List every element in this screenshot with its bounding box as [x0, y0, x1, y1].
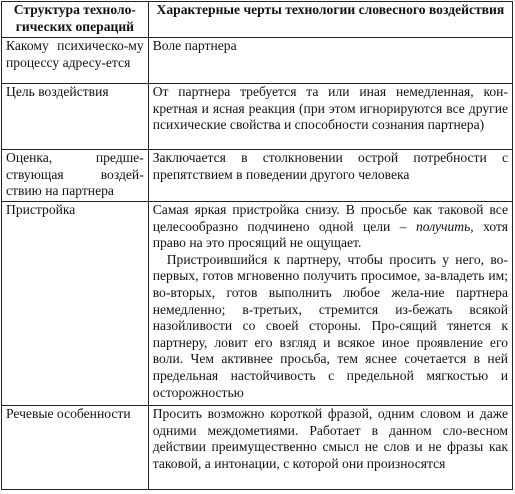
table-row — [2, 406, 513, 490]
characteristics-table — [1, 1, 513, 490]
attunement-emphasis: получить — [415, 218, 471, 234]
header-technology-features: Характерные черты технологии словесного воздействия — [148, 2, 512, 38]
table-row — [2, 38, 513, 84]
table-row — [2, 84, 513, 150]
attunement-text-part: Самая яркая пристройка снизу. В просьбе как таковой все целесообразно подчинено одной цели – — [152, 202, 508, 234]
row-text-speech-features: Просить возможно короткой фразой, одним словом и даже одними междометиями. Работает в данном сло-весном действии преимущественно смысл не слов и не фразы как таковой, а интонации, с которой они произносятся — [148, 406, 512, 490]
row-text-addressed-process: Воле партнера — [148, 38, 512, 84]
attunement-paragraph-1 — [153, 202, 508, 252]
table-row — [2, 150, 513, 202]
row-text-goal: От партнера требуется та или иная немедленная, кон-кретная и ясная реакция (при этом игнорируются все другие психические свойства и способности сознания партнера) — [148, 84, 512, 150]
attunement-paragraph-2: Пристроившийся к партнеру, чтобы просить у него, во-первых, готов мгновенно получить просимое, за-владеть им; во-вторых, готов выполнить любое жела-ние партнера немедленно; в-третьих, стремится из-бежать всякой назойливости со своей стороны. Про-сящий тянется к партнеру, ловит его взгляд и всякое иное проявление его воли. Чем активнее просьба, тем яснее сочетается в ней предельная настойчивость с предельной мягкостью и осторожностью — [152, 251, 508, 400]
row-label-attunement: Пристройка — [2, 202, 149, 406]
row-label-assessment: Оценка, предше-ствующая воздей-ствию на партнера — [2, 150, 149, 202]
table-header-row — [2, 2, 513, 38]
table-row — [2, 202, 513, 406]
header-structure-of-operations: Структура техноло-гических операций — [2, 2, 149, 38]
attunement-text-part: , хотя право на это просящий не ощущает. — [152, 218, 508, 251]
row-label-goal: Цель воздействия — [2, 84, 149, 150]
row-label-speech-features: Речевые особенности — [2, 406, 149, 490]
row-text-assessment: Заключается в столкновении острой потребности с препятствием в поведении другого человека — [148, 150, 512, 202]
row-text-attunement — [148, 202, 512, 406]
row-label-addressed-process: Какому психическо-му процессу адресу-ется — [2, 38, 149, 84]
